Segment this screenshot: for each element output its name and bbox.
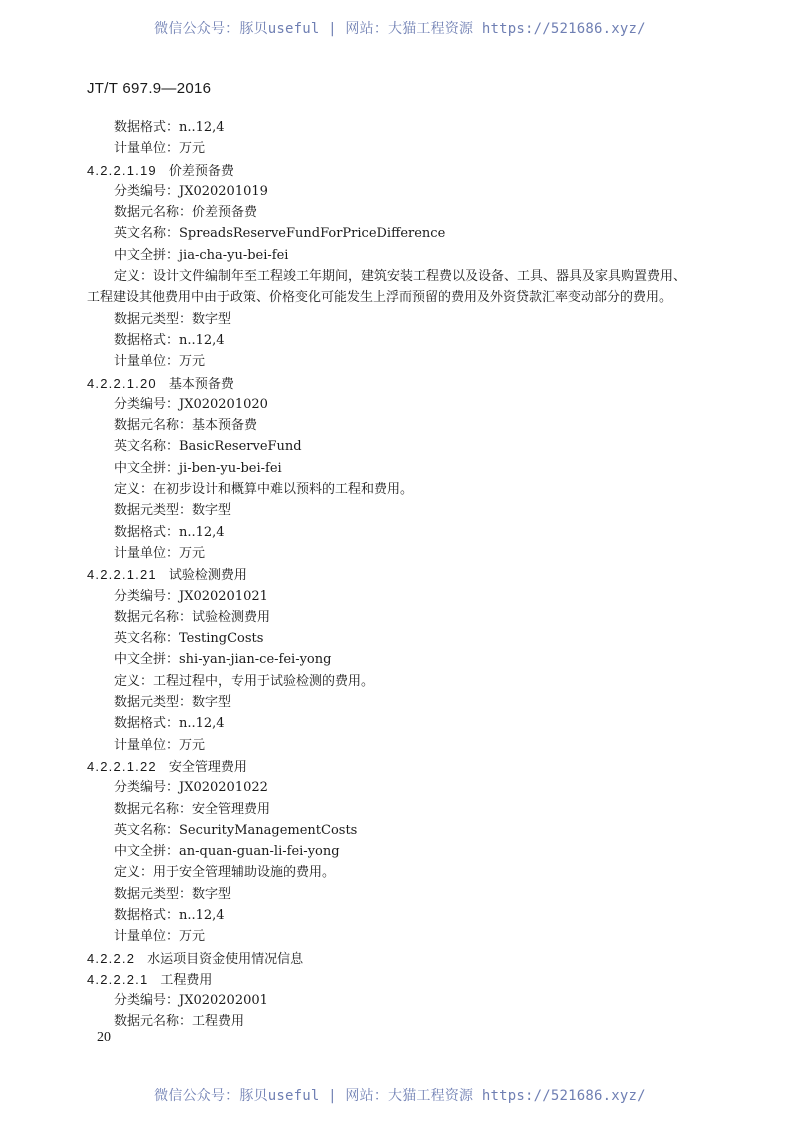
- field-line: 数据元名称：工程费用: [114, 1014, 245, 1030]
- field-line: 分类编号：JX020201022: [114, 780, 268, 796]
- field-line: 英文名称：BasicReserveFund: [114, 439, 302, 455]
- field-line: 数据元类型：数字型: [114, 503, 232, 519]
- field-line: 数据元名称：试验检测费用: [114, 609, 271, 625]
- section-number: 4.2.2.1.19: [87, 162, 157, 178]
- field-line: 数据格式：n..12,4: [114, 524, 225, 540]
- field-line: 中文全拼：an-quan-guan-li-fei-yong: [114, 844, 340, 860]
- field-line: 计量单位：万元: [114, 141, 206, 157]
- section-title: 安全管理费用: [168, 759, 247, 775]
- field-line: 分类编号：JX020202001: [114, 993, 268, 1009]
- subsection-title: 水运项目资金使用情况信息: [147, 951, 304, 967]
- field-line: 定义：用于安全管理辅助设施的费用。: [114, 865, 336, 881]
- field-line: 中文全拼：shi-yan-jian-ce-fei-yong: [114, 652, 332, 668]
- field-line: 计量单位：万元: [114, 545, 206, 561]
- field-line: 定义：工程过程中，专用于试验检测的费用。: [114, 673, 375, 689]
- section-heading: [87, 756, 727, 777]
- field-line: 中文全拼：jia-cha-yu-bei-fei: [114, 247, 289, 263]
- section-heading: [87, 564, 727, 585]
- field-line: 定义：在初步设计和概算中难以预料的工程和费用。: [114, 482, 414, 498]
- watermark-top: 微信公众号：豚贝useful | 网站：大猫工程资源 https://521686.xyz/: [154, 21, 646, 37]
- field-line: 计量单位：万元: [114, 929, 206, 945]
- watermark-bottom: 微信公众号：豚贝useful | 网站：大猫工程资源 https://521686.xyz/: [154, 1088, 646, 1104]
- section-title: 价差预备费: [168, 163, 234, 179]
- field-line: 数据格式：n..12,4: [114, 907, 225, 923]
- field-line: 数据格式：n..12,4: [114, 332, 225, 348]
- section-title: 基本预备费: [168, 376, 234, 392]
- definition-line-2: 工程建设其他费用中由于政策、价格变化可能发生上浮而预留的费用及外资贷款汇率变动部分的费用。: [87, 290, 673, 306]
- section-title: 工程费用: [160, 972, 213, 988]
- subsection-heading: [87, 948, 727, 969]
- section-heading: [87, 969, 727, 990]
- field-line: 英文名称：TestingCosts: [114, 631, 264, 647]
- field-line: 英文名称：SpreadsReserveFundForPriceDifference: [114, 226, 446, 242]
- field-line: 数据格式：n..12,4: [114, 120, 225, 135]
- field-line: 分类编号：JX020201021: [114, 588, 268, 604]
- section-title: 试验检测费用: [168, 568, 247, 584]
- definition-line-1: 定义：设计文件编制年至工程竣工年期间，建筑安装工程费以及设备、工具、器具及家具购置费用、: [114, 269, 687, 285]
- field-line: 分类编号：JX020201020: [114, 396, 268, 412]
- field-line: 英文名称：SecurityManagementCosts: [114, 822, 358, 838]
- section-number: 4.2.2.1.21: [87, 567, 157, 583]
- section-number: 4.2.2.1.20: [87, 375, 157, 391]
- field-line: 数据元名称：安全管理费用: [114, 801, 271, 817]
- subsection-number: 4.2.2.2: [87, 950, 136, 966]
- section-heading: [87, 373, 727, 394]
- field-line: 数据元类型：数字型: [114, 695, 232, 711]
- field-line: 数据元名称：基本预备费: [114, 418, 258, 434]
- field-line: 数据元类型：数字型: [114, 311, 232, 327]
- field-line: 数据元名称：价差预备费: [114, 205, 258, 221]
- section-number: 4.2.2.1.22: [87, 758, 157, 774]
- standard-code: JT/T 697.9—2016: [87, 80, 212, 97]
- document-body: [87, 117, 727, 1033]
- field-line: 数据格式：n..12,4: [114, 716, 225, 732]
- field-line: 计量单位：万元: [114, 737, 206, 753]
- field-line: 数据元类型：数字型: [114, 886, 232, 902]
- page-number: 20: [97, 1030, 111, 1045]
- section-heading: [87, 160, 727, 181]
- field-line: 中文全拼：ji-ben-yu-bei-fei: [114, 460, 282, 476]
- section-number: 4.2.2.2.1: [87, 971, 149, 987]
- definition-paragraph: [87, 266, 727, 309]
- field-line: 分类编号：JX020201019: [114, 183, 268, 199]
- field-line: 计量单位：万元: [114, 354, 206, 370]
